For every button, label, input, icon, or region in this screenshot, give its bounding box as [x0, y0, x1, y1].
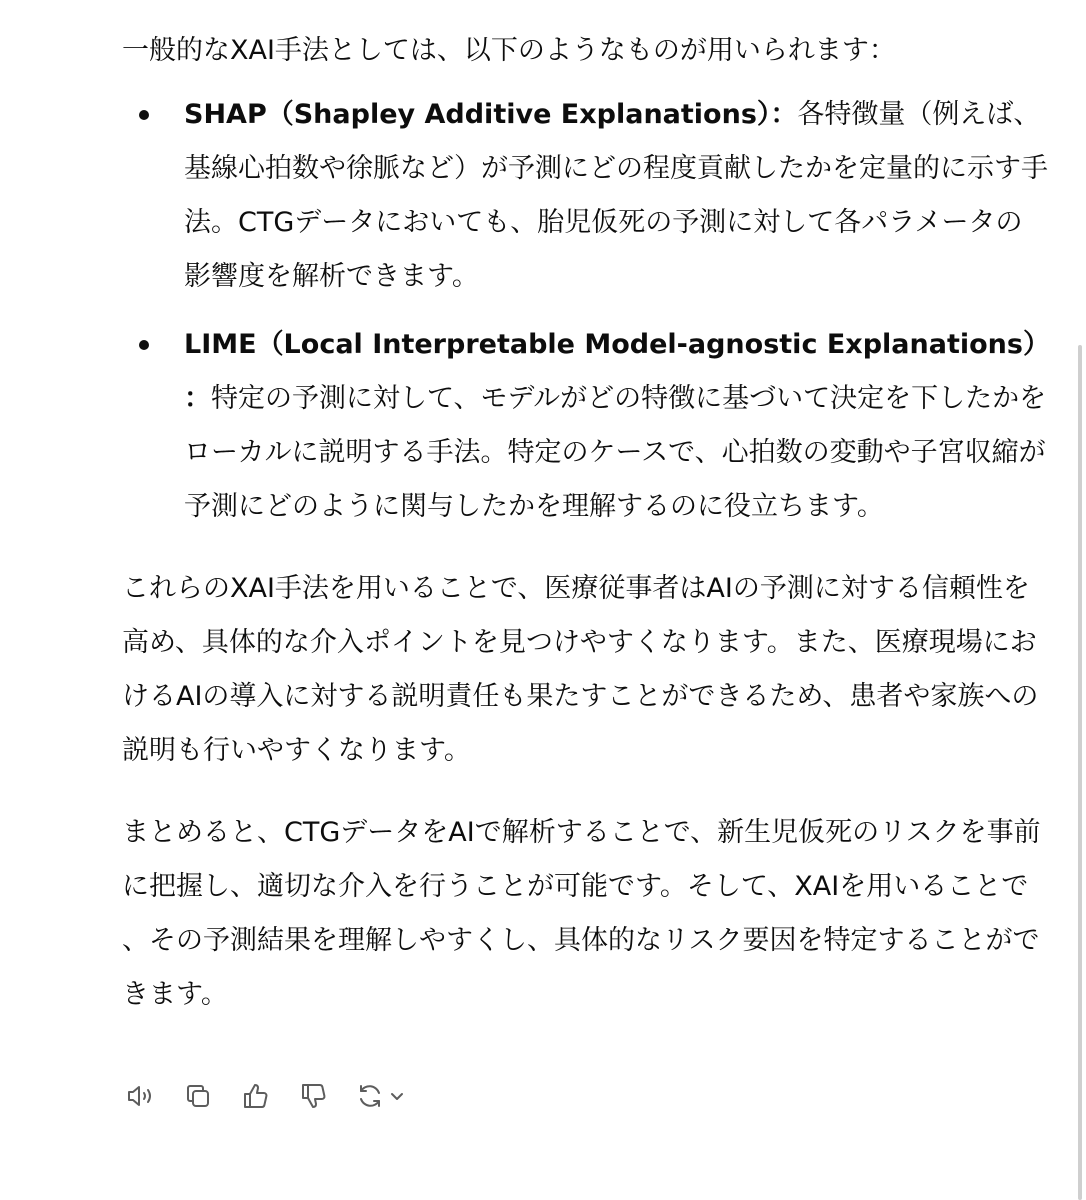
- regenerate-button[interactable]: [354, 1080, 406, 1112]
- method-description: 各特徴量（例えば、基線心拍数や徐脈など）が予測にどの程度貢献したかを定量的に示す手法。CTGデータにおいても、胎児仮死の予測に対して各パラメータの影響度を解析できます。: [184, 99, 1048, 292]
- copy-button[interactable]: [180, 1078, 216, 1114]
- speaker-icon: [124, 1080, 156, 1112]
- thumbs-up-icon: [240, 1080, 272, 1112]
- xai-methods-list: [122, 88, 1052, 534]
- list-item-shap: [122, 88, 1052, 304]
- method-description: 特定の予測に対して、モデルがどの特徴に基づいて決定を下したかをローカルに説明する手法。特定のケースで、心拍数の変動や子宮収縮が予測にどのように関与したかを理解するのに役立ちます。: [184, 383, 1047, 522]
- chevron-down-icon: [388, 1087, 406, 1105]
- good-response-button[interactable]: [238, 1078, 274, 1114]
- thumbs-down-icon: [298, 1080, 330, 1112]
- scrollbar[interactable]: [1078, 345, 1082, 1200]
- method-term: SHAP（Shapley Additive Explanations）：: [184, 99, 798, 130]
- body-paragraph: これらのXAI手法を用いることで、医療従事者はAIの予測に対する信頼性を高め、具体的な介入ポイントを見つけやすくなります。また、医療現場におけるAIの導入に対する説明責任も果たすことができるため、患者や家族への説明も行いやすくなります。: [122, 573, 1039, 766]
- intro-paragraph: 一般的なXAI手法としては、以下のようなものが用いられます：: [122, 35, 896, 66]
- copy-icon: [182, 1080, 214, 1112]
- regenerate-icon: [354, 1080, 386, 1112]
- bullet-dot: [139, 110, 149, 120]
- assistant-message: [122, 24, 1052, 1022]
- method-term: LIME（Local Interpretable Model-agnostic Explanations）：: [184, 329, 1037, 414]
- summary-paragraph: まとめると、CTGデータをAIで解析することで、新生児仮死のリスクを事前に把握し、適切な介入を行うことが可能です。そして、XAIを用いることで、その予測結果を理解しやすくし、具体的なリスク要因を特定することができます。: [122, 817, 1041, 1010]
- list-item-lime: [122, 318, 1052, 534]
- message-action-bar: [122, 1078, 406, 1114]
- bullet-dot: [139, 340, 149, 350]
- read-aloud-button[interactable]: [122, 1078, 158, 1114]
- bad-response-button[interactable]: [296, 1078, 332, 1114]
